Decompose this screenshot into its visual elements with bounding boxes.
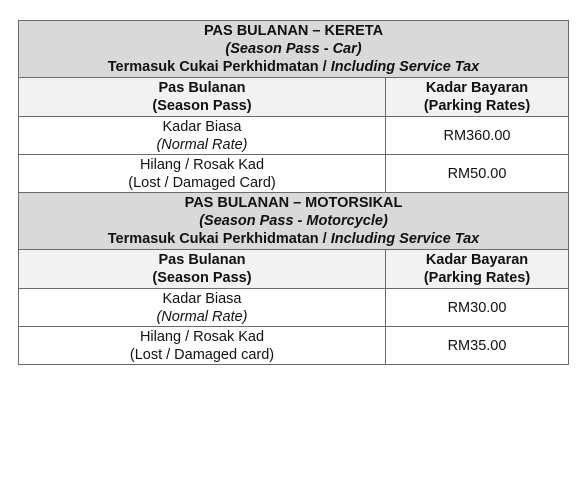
service-tax-malay: Termasuk Cukai Perkhidmatan / <box>107 59 331 75</box>
rate-type-english: (Normal Rate) <box>156 308 248 325</box>
price-cell: RM35.00 <box>386 327 569 365</box>
rate-type-english: (Lost / Damaged card) <box>129 346 275 363</box>
section-motorcycle <box>19 193 569 365</box>
table-row <box>19 289 569 327</box>
column-header-pass <box>19 78 386 117</box>
header-rates-english: (Parking Rates) <box>423 98 531 114</box>
rate-type-malay: Kadar Biasa <box>162 290 242 307</box>
section-title: PAS BULANAN – KERETA <box>203 23 384 39</box>
rate-type-cell <box>19 327 386 365</box>
rate-type-cell <box>19 155 386 193</box>
table-row <box>19 117 569 155</box>
rate-type-malay: Hilang / Rosak Kad <box>139 156 265 173</box>
rate-type-english: (Lost / Damaged Card) <box>128 174 276 191</box>
rates-table-container <box>18 20 568 365</box>
rate-type-malay: Kadar Biasa <box>162 118 242 135</box>
column-header-rates <box>386 250 569 289</box>
parking-rates-table <box>18 20 569 365</box>
column-header-pass <box>19 250 386 289</box>
rate-type-cell <box>19 117 386 155</box>
column-header-rates <box>386 78 569 117</box>
rate-type-english: (Normal Rate) <box>156 136 248 153</box>
section-heading <box>19 21 569 78</box>
service-tax-english: Including Service Tax <box>330 59 480 75</box>
column-header-row <box>19 250 569 289</box>
price-cell: RM360.00 <box>386 117 569 155</box>
price-cell: RM30.00 <box>386 289 569 327</box>
column-header-row <box>19 78 569 117</box>
section-heading <box>19 193 569 250</box>
rate-type-cell <box>19 289 386 327</box>
header-pass-english: (Season Pass) <box>152 270 252 286</box>
header-rates-malay: Kadar Bayaran <box>425 80 529 96</box>
section-heading-row <box>19 193 569 250</box>
header-pass-malay: Pas Bulanan <box>158 80 246 96</box>
price-cell: RM50.00 <box>386 155 569 193</box>
table-row <box>19 155 569 193</box>
service-tax-note <box>23 230 564 248</box>
rate-type-malay: Hilang / Rosak Kad <box>139 328 265 345</box>
section-car <box>19 21 569 193</box>
service-tax-malay: Termasuk Cukai Perkhidmatan / <box>107 231 331 247</box>
header-pass-malay: Pas Bulanan <box>158 252 246 268</box>
service-tax-note <box>23 58 564 76</box>
table-row <box>19 327 569 365</box>
section-title: PAS BULANAN – MOTORSIKAL <box>184 195 403 211</box>
section-subtitle: (Season Pass - Motorcycle) <box>199 213 388 229</box>
header-pass-english: (Season Pass) <box>152 98 252 114</box>
service-tax-english: Including Service Tax <box>330 231 480 247</box>
header-rates-english: (Parking Rates) <box>423 270 531 286</box>
section-heading-row <box>19 21 569 78</box>
header-rates-malay: Kadar Bayaran <box>425 252 529 268</box>
section-subtitle: (Season Pass - Car) <box>225 41 362 57</box>
